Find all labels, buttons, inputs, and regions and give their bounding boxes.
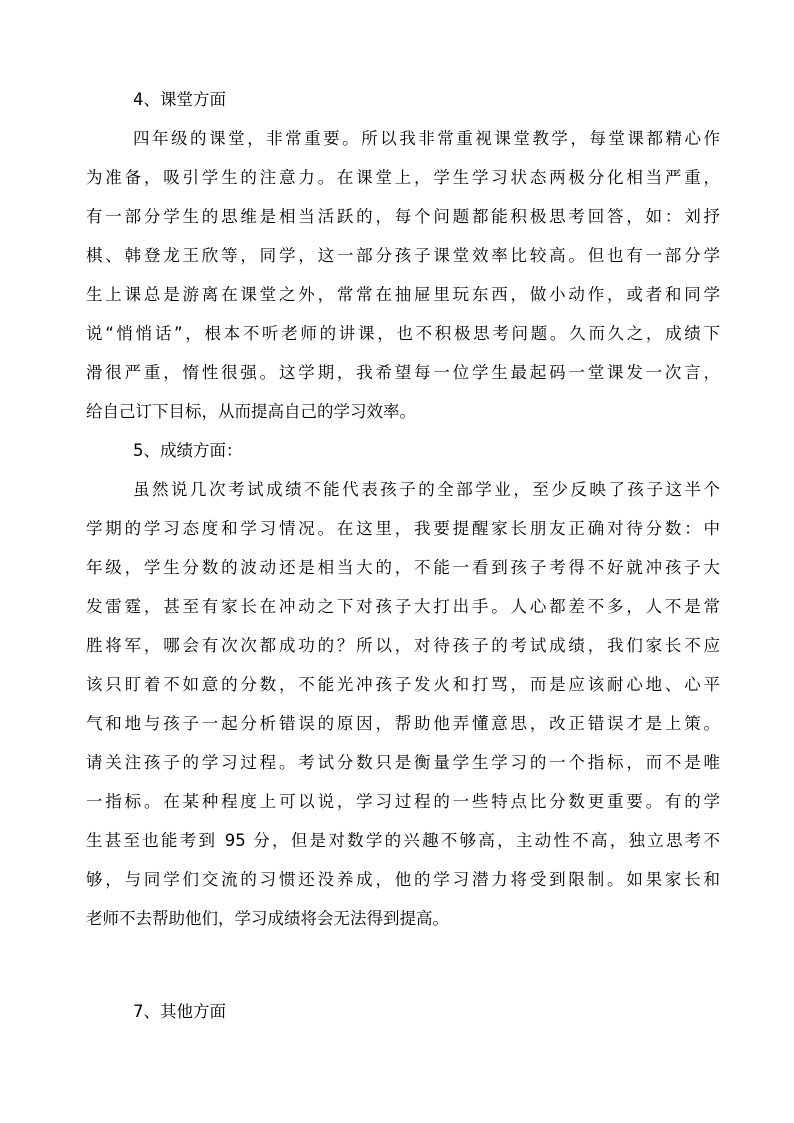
- paragraph-line: 虽然说几次考试成绩不能代表孩子的全部学业，至少反映了孩子这半个: [133, 480, 720, 499]
- paragraph-line: 发雷霆，甚至有家长在冲动之下对孩子大打出手。人心都差不多，人不是常: [86, 597, 720, 616]
- paragraph-line: 学期的学习态度和学习情况。在这里，我要提醒家长朋友正确对待分数：中: [86, 519, 720, 538]
- section-heading-other: 7、其他方面: [133, 1002, 226, 1021]
- section-heading-grades: 5、成绩方面：: [133, 441, 243, 460]
- paragraph-line: 请关注孩子的学习过程。考试分数只是衡量学生学习的一个指标，而不是唯: [86, 753, 720, 772]
- paragraph-line: 气和地与孩子一起分析错误的原因，帮助他弄懂意思，改正错误才是上策。: [86, 714, 720, 733]
- paragraph-line: 年级，学生分数的波动还是相当大的，不能一看到孩子考得不好就冲孩子大: [86, 558, 720, 577]
- paragraph-line: 该只盯着不如意的分数，不能光冲孩子发火和打骂，而是应该耐心地、心平: [86, 675, 720, 694]
- paragraph-line: 说“悄悄话”，根本不听老师的讲课，也不积极思考问题。久而久之，成绩下: [86, 324, 720, 343]
- paragraph-line: 棋、韩登龙王欣等，同学，这一部分孩子课堂效率比较高。但也有一部分学: [86, 246, 720, 265]
- paragraph-line: 有一部分学生的思维是相当活跃的，每个问题都能积极思考回答，如：刘抒: [86, 207, 720, 226]
- paragraph-line: 滑很严重，惰性很强。这学期，我希望每一位学生最起码一堂课发一次言，: [86, 363, 720, 382]
- paragraph-line: 老师不去帮助他们，学习成绩将会无法得到提高。: [86, 909, 449, 928]
- paragraph-line: 一指标。在某种程度上可以说，学习过程的一些特点比分数更重要。有的学: [86, 792, 720, 811]
- paragraph-line: 为准备，吸引学生的注意力。在课堂上，学生学习状态两极分化相当严重，: [86, 168, 720, 187]
- paragraph-line: 够，与同学们交流的习惯还没养成，他的学习潜力将受到限制。如果家长和: [86, 870, 720, 889]
- paragraph-line: 四年级的课堂，非常重要。所以我非常重视课堂教学，每堂课都精心作: [133, 129, 720, 148]
- paragraph-line: 给自己订下目标，从而提高自己的学习效率。: [86, 402, 416, 421]
- paragraph-line: 胜将军，哪会有次次都成功的？所以，对待孩子的考试成绩，我们家长不应: [86, 636, 720, 655]
- paragraph-line: 生甚至也能考到 95 分，但是对数学的兴趣不够高，主动性不高，独立思考不: [86, 831, 720, 850]
- paragraph-line: 生上课总是游离在课堂之外，常常在抽屉里玩东西，做小动作，或者和同学: [86, 285, 720, 304]
- section-heading-classroom: 4、课堂方面: [133, 90, 226, 109]
